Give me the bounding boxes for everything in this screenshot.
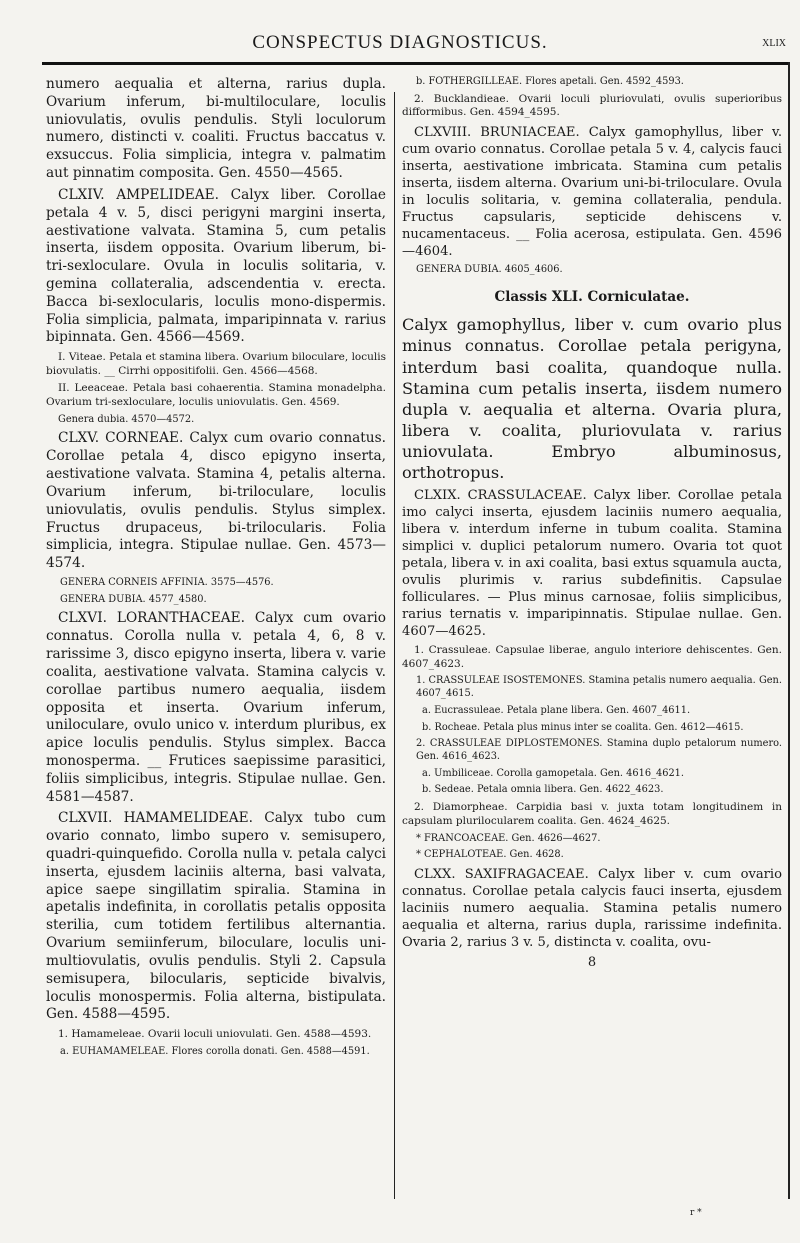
group-umbiliceae: a. Umbiliceae. Corolla gamopetala. Gen. 4616_4621. — [422, 767, 685, 779]
subtribe-fothergilleae: b. FOTHERGILLEAE. Flores apetali. Gen. 4592_4593. — [416, 76, 684, 87]
class-heading: Classis XLI. Corniculatae. — [494, 288, 690, 305]
tribe-hamameleae: 1. Hamameleae. Ovarii loculi uniovulati. Gen. 4588—4593. — [58, 1028, 372, 1041]
right-border — [788, 62, 790, 1199]
genera-dubia-corneae: GENERA DUBIA. 4577_4580. — [60, 593, 207, 605]
family-ampelideae: CLXIV. AMPELIDEAE. Calyx liber. Corollae petala 4 v. 5, disci perigyni margini inserta, aestivatione valvata. Stamina 5, cum petalis inserta, iisdem opposita. Ovarium liberum, bi-tri-sexloculare. Ovula in loculis solitaria, v. gemina collateralia, adscendentia v. erecta. Bacca bi-sexlocularis, loculis mono-dispermis. Folia simplicia, palmata, imparipinnata v. rarius bipinnata. Gen. 4566—4569. — [46, 186, 386, 346]
family-saxifragaceae: CLXX. SAXIFRAGACEAE. Calyx liber v. cum ovario connatus. Corollae petala calycis fauci inserta, ejusdem laciniis numero aequalia. Stamina petalis numero aequalia et alterna, rarius dupla, rarissime indefinita. Ovaria 2, rarius 3 v. 5, distincta v. coalita, ovu- — [402, 866, 782, 951]
appendix-francoaceae: * FRANCOACEAE. Gen. 4626—4627. — [416, 832, 601, 844]
group-rocheae: b. Rocheae. Petala plus minus inter se coalita. Gen. 4612—4615. — [422, 721, 744, 733]
footer-mark: r * — [690, 1208, 702, 1218]
group-eucrassuleae: a. Eucrassuleae. Petala plane libera. Gen. 4607_4611. — [422, 704, 691, 716]
column-divider — [394, 92, 395, 1199]
page-number: XLIX — [762, 38, 786, 49]
family-crassulaceae: CLXIX. CRASSULACEAE. Calyx liber. Corollae petala imo calyci inserta, ejusdem laciniis numero aequalia, libera v. interdum inferne in tubum coalita. Stamina simplici v. duplici petalorum numero. Ovaria tot quot petala, libera v. in axi coalita, basi extus squamula aucta, ovulis plurimis v. rarius subdefinitis. Capsulae folliculares. — Plus minus carnosae, foliis simplicibus, rarius ternatis v. imparipinnatis. Stipulae nullae. Gen. 4607—4625. — [402, 487, 782, 640]
tribe-bucklandieae: 2. Bucklandieae. Ovarii loculi pluriovulati, ovulis superioribus difformibus. Gen. 4594_4595. — [402, 92, 782, 119]
right-column — [402, 76, 782, 972]
family-corneae: CLXV. CORNEAE. Calyx cum ovario connatus. Corollae petala 4, disco epigyno inserta, aestivatione valvata. Stamina 4, petalis alterna. Ovarium inferum, bi-triloculare, loculis uniovulatis, ovulis pendulis. Stylus simplex. Fructus drupaceus, bi-trilocularis. Folia simplicia, integra. Stipulae nullae. Gen. 4573—4574. — [46, 430, 386, 572]
signature-mark: 8 — [587, 955, 597, 971]
family-hamamelideae: CLXVII. HAMAMELIDEAE. Calyx tubo cum ovario connato, limbo supero v. semisupero, quadri-quinquefido. Corolla nulla v. petala calyci inserta, ejusdem laciniis alterna, basi valvata, apice saepe singillatim spiralia. Stamina in apetalis indefinita, in corollatis petalis opposita sterilia, cum totidem fertilibus alternantia. Ovarium semiinferum, biloculare, loculis uni-multiovulatis, ovulis pendulis. Styli 2. Capsula semisupera, bilocularis, septicide bivalvis, loculis monospermis. Folia alterna, bistipulata. Gen. 4588—4595. — [46, 810, 386, 1023]
tribe-diamorpheae: 2. Diamorpheae. Carpidia basi v. juxta totam longitudinem in capsulam plurilocularem coalita. Gen. 4624_4625. — [402, 801, 782, 827]
group-sedeae: b. Sedeae. Petala omnia libera. Gen. 4622_4623. — [422, 784, 664, 796]
genera-dubia-leeaceae: Genera dubia. 4570—4572. — [58, 413, 195, 425]
tribe-crassuleae: 1. Crassuleae. Capsulae liberae, angulo interiore dehiscentes. Gen. 4607_4623. — [402, 644, 782, 670]
appendix-cephaloteae: * CEPHALOTEAE. Gen. 4628. — [416, 849, 564, 861]
subtribe-euhamameleae: a. EUHAMAMELEAE. Flores corolla donati. Gen. 4588—4591. — [60, 1045, 370, 1057]
header-rule — [42, 62, 790, 65]
subtribe-crassuleae-isostemones: 1. CRASSULEAE ISOSTEMONES. Stamina petalis numero aequalia. Gen. 4607_4615. — [416, 675, 782, 700]
tribe-viteae: I. Viteae. Petala et stamina libera. Ovarium biloculare, loculis biovulatis. __ Cirrhi oppositifolii. Gen. 4566—4568. — [46, 351, 386, 377]
class-description: Calyx gamophyllus, liber v. cum ovario plus minus connatus. Corollae petala perigyna, interdum basi coalita, quandoque nulla. Stamina cum petalis inserta, iisdem numero dupla v. aequalia et alterna. Ovaria plura, libera v. coalita, pluriovulata v. rarius uniovulata. Embryo albuminosus, orthotropus. — [402, 315, 782, 482]
family-loranthaceae: CLXVI. LORANTHACEAE. Calyx cum ovario connatus. Corolla nulla v. petala 4, 6, 8 v. rarissime 3, disco epigyno inserta, libera v. varie coalita, aestivatione valvata. Stamina calycis v. corollae partibus numero aequalia, iisdem opposita et inserta. Ovarium inferum, uniloculare, ovulo unico v. interdum pluribus, ex apice loculis pendulis. Stylus simplex. Bacca monosperma. __ Frutices saepissime parasitici, foliis simplicibus, integris. Stipulae nullae. Gen. 4581—4587. — [46, 610, 386, 805]
page-title: CONSPECTUS DIAGNOSTICUS. — [252, 32, 548, 53]
genera-corneis-affinia: GENERA CORNEIS AFFINIA. 3575—4576. — [60, 576, 274, 588]
family-bruniaceae: CLXVIII. BRUNIACEAE. Calyx gamophyllus, liber v. cum ovario connatus. Corollae petala 5 v. 4, calycis fauci inserta, aestivatione imbricata. Stamina cum petalis inserta, iisdem alterna. Ovarium uni-bi-triloculare. Ovula in loculis solitaria, v. gemina collateralia, pendula. Fructus capsularis, septicide dehiscens v. nucamentaceus. __ Folia acerosa, estipulata. Gen. 4596—4604. — [402, 125, 782, 260]
tribe-leeaceae: II. Leeaceae. Petala basi cohaerentia. Stamina monadelpha. Ovarium tri-sexloculare, loculis uniovulatis. Gen. 4569. — [46, 382, 386, 409]
genera-dubia-bruniaceae: GENERA DUBIA. 4605_4606. — [416, 264, 563, 276]
subtribe-crassuleae-diplostemones: 2. CRASSULEAE DIPLOSTEMONES. Stamina duplo petalorum numero. Gen. 4616_4623. — [416, 738, 782, 763]
intro-paragraph: numero aequalia et alterna, rarius dupla. Ovarium inferum, bi-multiloculare, loculis uniovulatis, ovulis pendulis. Styli loculorum numero, distincti v. coaliti. Fructus baccatus v. exsuccus. Folia simplicia, integra v. palmatim aut pinnatim composita. Gen. 4550—4565. — [46, 76, 386, 182]
left-column — [46, 76, 386, 1063]
